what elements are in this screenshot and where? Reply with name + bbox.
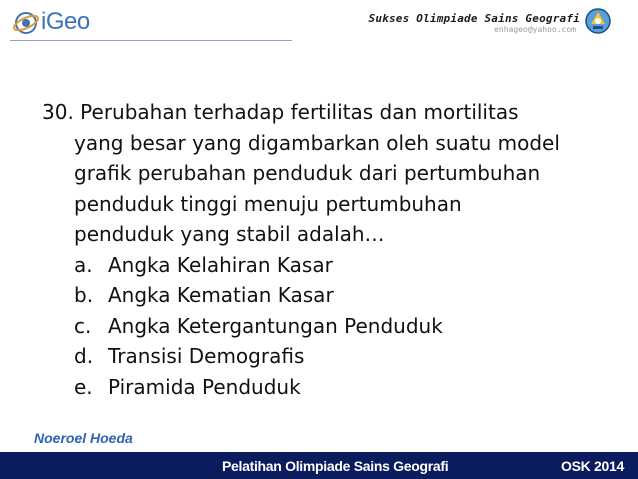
question-block xyxy=(42,97,622,402)
option-letter: d. xyxy=(74,344,94,368)
slide-footer xyxy=(0,452,638,479)
tut-wuri-handayani-emblem-icon xyxy=(584,7,612,35)
question-text-line: penduduk tinggi menuju pertumbuhan xyxy=(74,191,462,216)
option-text: Transisi Demografis xyxy=(108,344,305,368)
option-letter: b. xyxy=(74,283,94,307)
option-text: Angka Kelahiran Kasar xyxy=(108,252,333,277)
footer-event: OSK 2014 xyxy=(561,458,624,474)
question-text-line: Perubahan terhadap fertilitas dan mortilitas xyxy=(80,100,519,124)
question-number: 30. xyxy=(42,100,74,124)
header-tagline: Sukses Olimpiade Sains Geografi xyxy=(368,12,580,25)
answer-option-b xyxy=(42,280,622,311)
option-text: Angka Ketergantungan Penduduk xyxy=(108,313,443,338)
header-email: enhageo@yahoo.com xyxy=(494,25,576,34)
option-letter: e. xyxy=(74,374,93,399)
question-text-line: grafik perubahan penduduk dari pertumbuhan xyxy=(74,161,541,185)
igeo-logo xyxy=(12,8,90,36)
footer-title: Pelatihan Olimpiade Sains Geografi xyxy=(222,458,449,474)
answer-option-a xyxy=(42,250,622,281)
answer-option-e xyxy=(42,372,622,403)
option-letter: a. xyxy=(74,252,93,277)
question-text-line: penduduk yang stabil adalah… xyxy=(74,222,385,246)
answer-option-c xyxy=(42,311,622,342)
header-divider xyxy=(10,40,292,41)
question-text-line: yang besar yang digambarkan oleh suatu model xyxy=(74,130,560,155)
globe-ring-icon xyxy=(12,8,40,36)
answer-option-d xyxy=(42,341,622,372)
logo-text: iGeo xyxy=(41,8,90,35)
author-name: Noeroel Hoeda xyxy=(34,430,133,446)
option-letter: c. xyxy=(74,313,92,338)
slide-header xyxy=(0,0,638,60)
option-text: Piramida Penduduk xyxy=(108,374,301,399)
question-first-line xyxy=(42,97,622,128)
option-text: Angka Kematian Kasar xyxy=(108,283,334,307)
